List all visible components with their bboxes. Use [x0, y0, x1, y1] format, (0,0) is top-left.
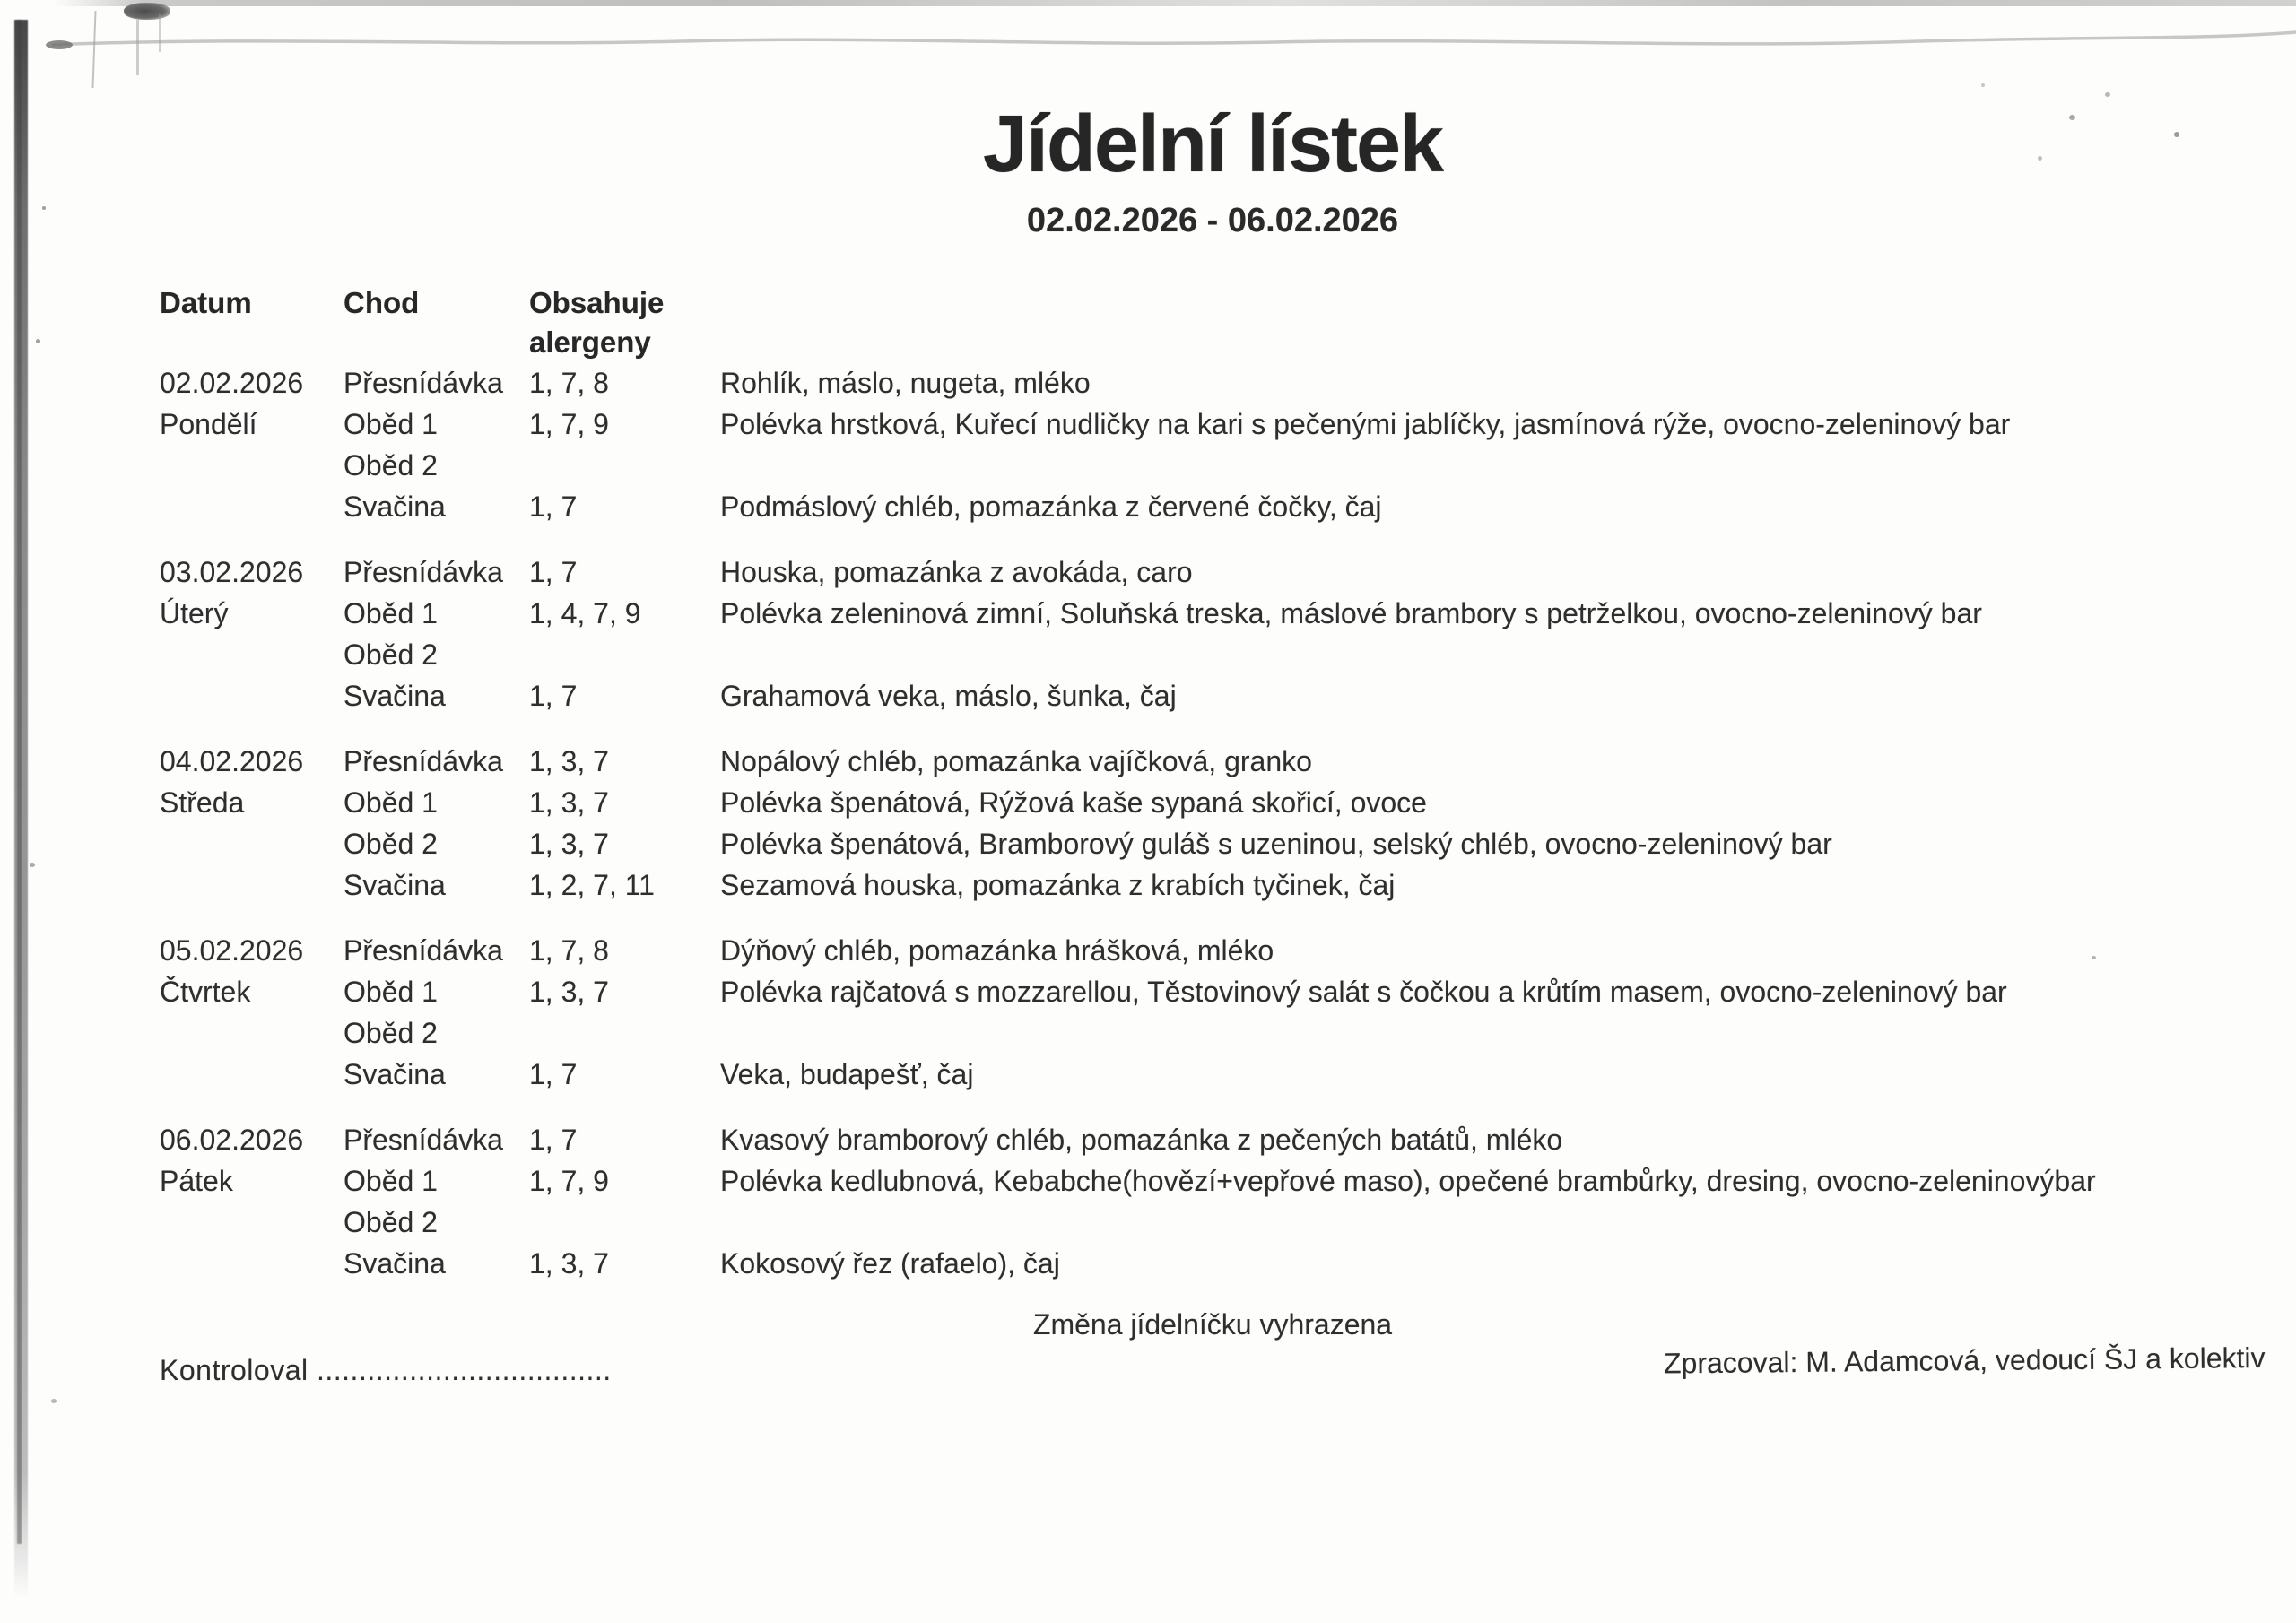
cell-chod: Oběd 2 [344, 828, 438, 860]
cell-popis: Polévka rajčatová s mozzarellou, Těstovinový salát s čočkou a krůtím masem, ovocno-zeleninový bar [720, 976, 2007, 1008]
cell-alergeny: 1, 3, 7 [529, 786, 609, 819]
menu-row [160, 593, 2266, 634]
scan-artifact-speck [30, 863, 35, 867]
menu-row [160, 782, 2266, 823]
cell-chod: Přesnídávka [344, 934, 503, 967]
cell-alergeny: 1, 3, 7 [529, 745, 609, 777]
date-range: 02.02.2026 - 06.02.2026 [1026, 202, 1399, 239]
cell-popis: Dýňový chléb, pomazánka hrášková, mléko [720, 934, 1274, 967]
scan-artifact-streak [91, 11, 96, 88]
cell-popis: Polévka kedlubnová, Kebabche(hovězí+vepřové maso), opečené brambůrky, dresing, ovocno-zeleninovýbar [720, 1165, 2096, 1197]
cell-chod: Svačina [344, 680, 446, 712]
cell-alergeny: 1, 7 [529, 1124, 578, 1156]
menu-row [160, 675, 2266, 716]
cell-popis: Sezamová houska, pomazánka z krabích tyčinek, čaj [720, 869, 1396, 901]
cell-datum: 03.02.2026 [160, 556, 304, 588]
table-header [160, 283, 2266, 362]
kontroloval-label: Kontroloval ................................... [160, 1354, 612, 1386]
menu-row [160, 864, 2266, 906]
menu-row [160, 404, 2266, 445]
menu-row [160, 1054, 2266, 1095]
cell-alergeny: 1, 3, 7 [529, 828, 609, 860]
header-datum: Datum [160, 286, 252, 319]
scan-artifact-speck [51, 1399, 57, 1403]
cell-chod: Oběd 2 [344, 1206, 438, 1238]
scan-artifact-left-edge [14, 20, 28, 1598]
scan-artifact-streak [136, 20, 139, 75]
cell-chod: Oběd 1 [344, 408, 438, 440]
cell-alergeny: 1, 7 [529, 556, 578, 588]
menu-table [160, 283, 2266, 1284]
day-block [160, 1119, 2266, 1284]
menu-days [160, 362, 2266, 1284]
cell-chod: Svačina [344, 1247, 446, 1280]
cell-alergeny: 1, 7 [529, 490, 578, 523]
scan-artifact-speck [42, 206, 46, 210]
menu-row [160, 823, 2266, 864]
cell-datum: 05.02.2026 [160, 934, 304, 967]
cell-datum: Pondělí [160, 408, 257, 440]
cell-alergeny: 1, 7 [529, 680, 578, 712]
zpracoval-label: Zpracoval: M. Adamcová, vedoucí ŠJ a kolektiv [1664, 1341, 2266, 1380]
cell-popis: Podmáslový chléb, pomazánka z červené čočky, čaj [720, 490, 1382, 523]
page-title: Jídelní lístek [982, 100, 1443, 189]
cell-datum: Čtvrtek [160, 976, 251, 1008]
menu-row [160, 362, 2266, 404]
cell-popis: Kokosový řez (rafaelo), čaj [720, 1247, 1060, 1280]
menu-row [160, 1243, 2266, 1284]
header-alergeny [529, 283, 720, 362]
cell-chod: Svačina [344, 490, 446, 523]
cell-alergeny: 1, 7 [529, 1058, 578, 1090]
cell-datum: 04.02.2026 [160, 745, 304, 777]
cell-alergeny: 1, 3, 7 [529, 976, 609, 1008]
header-alergeny-line2: alergeny [529, 325, 651, 359]
cell-alergeny: 1, 7, 8 [529, 934, 609, 967]
cell-chod: Oběd 2 [344, 1017, 438, 1049]
cell-popis: Polévka špenátová, Rýžová kaše sypaná skořicí, ovoce [720, 786, 1427, 819]
cell-chod: Oběd 1 [344, 1165, 438, 1197]
cell-alergeny: 1, 4, 7, 9 [529, 597, 641, 629]
cell-popis: Grahamová veka, máslo, šunka, čaj [720, 680, 1177, 712]
menu-row [160, 445, 2266, 486]
cell-datum: 06.02.2026 [160, 1124, 304, 1156]
cell-popis: Polévka zeleninová zimní, Soluňská treska, máslové brambory s petrželkou, ovocno-zeleninový bar [720, 597, 1982, 629]
menu-row [160, 634, 2266, 675]
cell-alergeny: 1, 2, 7, 11 [529, 869, 655, 901]
menu-row [160, 930, 2266, 971]
cell-alergeny: 1, 3, 7 [529, 1247, 609, 1280]
menu-row [160, 1119, 2266, 1160]
cell-datum: Úterý [160, 597, 229, 629]
change-note: Změna jídelníčku vyhrazena [1032, 1308, 1393, 1341]
cell-chod: Svačina [344, 1058, 446, 1090]
day-block [160, 362, 2266, 527]
cell-alergeny: 1, 7, 9 [529, 1165, 609, 1197]
cell-chod: Oběd 2 [344, 449, 438, 482]
cell-chod: Přesnídávka [344, 556, 503, 588]
cell-popis: Houska, pomazánka z avokáda, caro [720, 556, 1193, 588]
cell-popis: Nopálový chléb, pomazánka vajíčková, granko [720, 745, 1312, 777]
cell-alergeny: 1, 7, 8 [529, 367, 609, 399]
cell-datum: Středa [160, 786, 245, 819]
cell-popis: Veka, budapešť, čaj [720, 1058, 974, 1090]
cell-chod: Oběd 1 [344, 597, 438, 629]
menu-row [160, 1160, 2266, 1202]
day-block [160, 741, 2266, 906]
menu-row [160, 1202, 2266, 1243]
cell-popis: Kvasový bramborový chléb, pomazánka z pečených batátů, mléko [720, 1124, 1563, 1156]
cell-chod: Oběd 1 [344, 976, 438, 1008]
menu-content [160, 0, 2266, 1387]
cell-chod: Přesnídávka [344, 1124, 503, 1156]
menu-row [160, 971, 2266, 1012]
menu-row [160, 741, 2266, 782]
menu-row [160, 551, 2266, 593]
cell-datum: 02.02.2026 [160, 367, 304, 399]
cell-chod: Přesnídávka [344, 367, 503, 399]
day-block [160, 551, 2266, 716]
signature-row [160, 1341, 2266, 1387]
header-chod: Chod [344, 286, 420, 319]
cell-chod: Oběd 2 [344, 638, 438, 671]
cell-alergeny: 1, 7, 9 [529, 408, 609, 440]
cell-chod: Svačina [344, 869, 446, 901]
menu-row [160, 1012, 2266, 1054]
scan-artifact-left-edge-core [17, 20, 22, 1544]
cell-chod: Přesnídávka [344, 745, 503, 777]
cell-popis: Polévka hrstková, Kuřecí nudličky na kari s pečenými jablíčky, jasmínová rýže, ovocno-zeleninový bar [720, 408, 2011, 440]
header-alergeny-line1: Obsahuje [529, 286, 665, 319]
cell-popis: Polévka špenátová, Bramborový guláš s uzeninou, selský chléb, ovocno-zeleninový bar [720, 828, 1832, 860]
day-block [160, 930, 2266, 1095]
menu-row [160, 486, 2266, 527]
scan-artifact-speck [36, 339, 40, 343]
cell-chod: Oběd 1 [344, 786, 438, 819]
cell-datum: Pátek [160, 1165, 233, 1197]
cell-popis: Rohlík, máslo, nugeta, mléko [720, 367, 1091, 399]
